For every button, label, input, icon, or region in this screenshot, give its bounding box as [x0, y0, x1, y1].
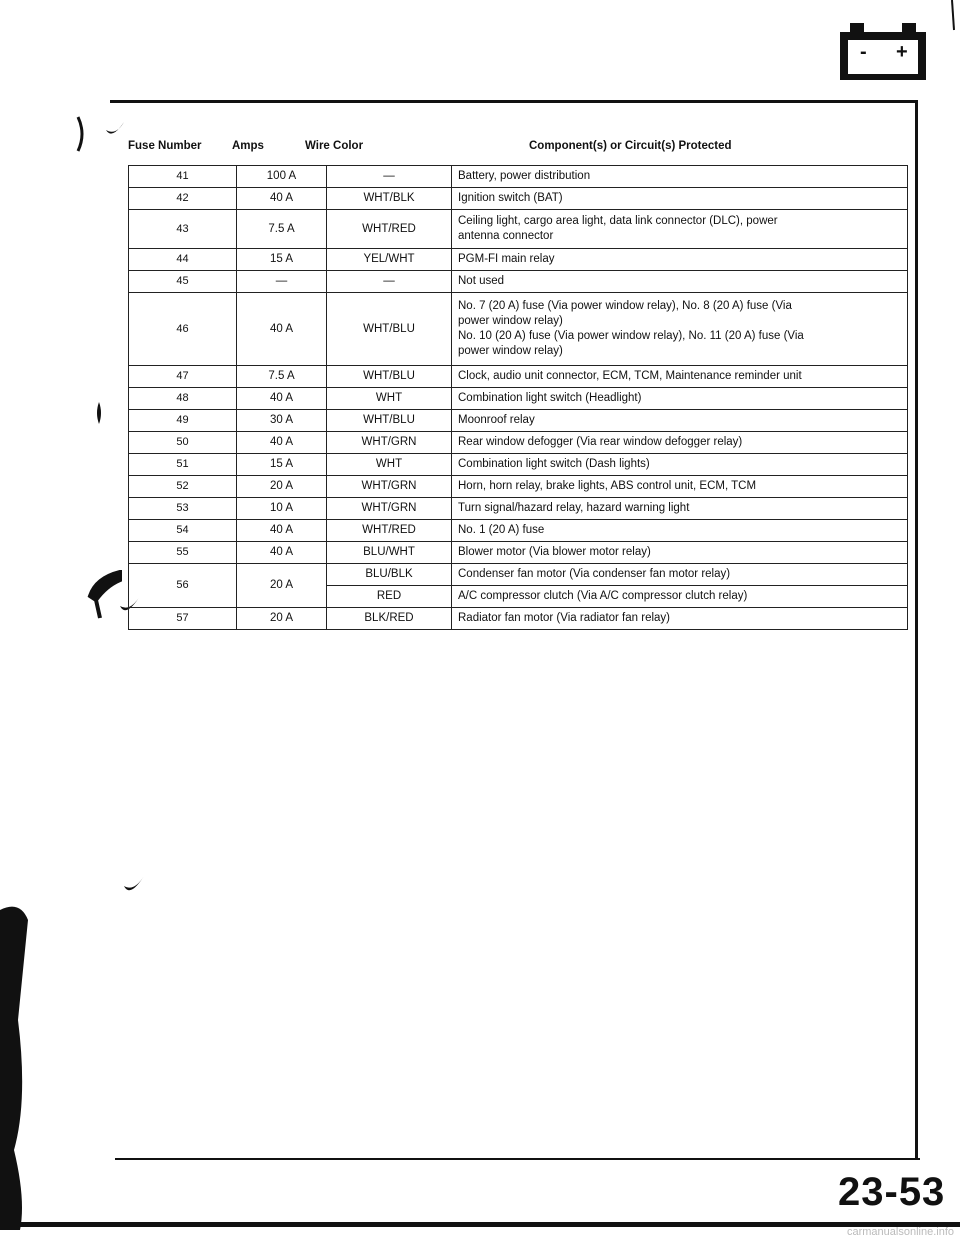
table-row — [129, 608, 908, 630]
component-cell — [452, 608, 908, 630]
wire-color-cell: WHT/GRN — [327, 432, 452, 454]
table-row — [129, 271, 908, 293]
component-line: Combination light switch (Dash lights) — [458, 458, 650, 470]
component-cell — [452, 586, 908, 608]
footer-rule — [0, 1222, 960, 1227]
component-line: Horn, horn relay, brake lights, ABS control unit, ECM, TCM — [458, 480, 757, 492]
amps-cell: 40 A — [237, 388, 327, 410]
scan-tick-mark — [122, 874, 146, 900]
component-cell — [452, 564, 908, 586]
component-cell — [452, 520, 908, 542]
fuse-number-cell: 54 — [129, 520, 237, 542]
component-line: Moonroof relay — [458, 414, 535, 426]
wire-color-cell: WHT/BLU — [327, 410, 452, 432]
amps-cell: 15 A — [237, 249, 327, 271]
component-line: power window relay) — [458, 315, 563, 327]
wire-color-cell: WHT/RED — [327, 210, 452, 249]
component-line: Turn signal/hazard relay, hazard warning light — [458, 502, 690, 514]
fuse-number-cell: 42 — [129, 188, 237, 210]
component-line: No. 10 (20 A) fuse (Via power window relay), No. 11 (20 A) fuse (Via — [458, 330, 804, 342]
component-cell — [452, 249, 908, 271]
component-line: Combination light switch (Headlight) — [458, 392, 642, 404]
scan-bracket-mark — [86, 570, 122, 620]
component-cell — [452, 542, 908, 564]
wire-color-cell: WHT/BLK — [327, 188, 452, 210]
fuse-number-cell: 51 — [129, 454, 237, 476]
table-row — [129, 432, 908, 454]
fuse-number-cell: 52 — [129, 476, 237, 498]
header-wire-color: Wire Color — [305, 140, 364, 152]
wire-color-cell: WHT/BLU — [327, 366, 452, 388]
component-line: Clock, audio unit connector, ECM, TCM, Maintenance reminder unit — [458, 370, 802, 382]
component-line: No. 1 (20 A) fuse — [458, 524, 545, 536]
component-cell — [452, 210, 908, 249]
component-line: Not used — [458, 275, 505, 287]
wire-color-cell: WHT — [327, 388, 452, 410]
fuse-number-cell: 45 — [129, 271, 237, 293]
amps-cell: 20 A — [237, 564, 327, 608]
table-row — [129, 293, 908, 366]
table-row — [129, 520, 908, 542]
component-line: Blower motor (Via blower motor relay) — [458, 546, 651, 558]
fuse-number-cell: 49 — [129, 410, 237, 432]
component-cell — [452, 432, 908, 454]
scan-tick-mark — [104, 120, 126, 142]
table-row — [129, 388, 908, 410]
table-row — [129, 188, 908, 210]
fuse-number-cell: 55 — [129, 542, 237, 564]
component-cell — [452, 366, 908, 388]
component-cell — [452, 293, 908, 366]
fuse-number-cell: 47 — [129, 366, 237, 388]
table-row — [129, 564, 908, 586]
watermark: carmanualsonline.info — [846, 1226, 954, 1238]
amps-cell: 10 A — [237, 498, 327, 520]
scan-edge-mark — [944, 0, 960, 40]
fuse-table — [128, 165, 908, 630]
table-row — [129, 410, 908, 432]
component-line: Rear window defogger (Via rear window defogger relay) — [458, 436, 743, 448]
component-line: Ceiling light, cargo area light, data link connector (DLC), power — [458, 215, 778, 227]
table-row — [129, 210, 908, 249]
amps-cell: 100 A — [237, 166, 327, 188]
table-row — [129, 454, 908, 476]
fuse-number-cell: 50 — [129, 432, 237, 454]
amps-cell: 7.5 A — [237, 366, 327, 388]
scan-spine-mark — [0, 900, 30, 1230]
component-cell — [452, 476, 908, 498]
bottom-rule — [115, 1158, 920, 1160]
table-header — [128, 140, 908, 158]
fuse-number-cell: 41 — [129, 166, 237, 188]
fuse-number-cell: 43 — [129, 210, 237, 249]
header-fuse-number: Fuse Number — [128, 140, 202, 152]
component-line: Battery, power distribution — [458, 170, 591, 182]
wire-color-cell: BLK/RED — [327, 608, 452, 630]
amps-cell: 40 A — [237, 293, 327, 366]
scan-dot-mark — [94, 400, 104, 426]
component-line: A/C compressor clutch (Via A/C compressor clutch relay) — [458, 590, 748, 602]
component-line: No. 7 (20 A) fuse (Via power window relay), No. 8 (20 A) fuse (Via — [458, 300, 792, 312]
component-line: power window relay) — [458, 345, 563, 357]
component-cell — [452, 166, 908, 188]
fuse-number-cell: 57 — [129, 608, 237, 630]
page-number: 23-53 — [838, 1170, 946, 1214]
wire-color-cell: — — [327, 166, 452, 188]
component-line: antenna connector — [458, 230, 554, 242]
amps-cell: 30 A — [237, 410, 327, 432]
wire-color-cell: WHT/GRN — [327, 476, 452, 498]
fuse-number-cell: 48 — [129, 388, 237, 410]
amps-cell: 7.5 A — [237, 210, 327, 249]
battery-plus-label: + — [896, 41, 908, 63]
component-line: Ignition switch (BAT) — [458, 192, 563, 204]
amps-cell: 40 A — [237, 188, 327, 210]
fuse-number-cell: 53 — [129, 498, 237, 520]
wire-color-cell: WHT/GRN — [327, 498, 452, 520]
component-line: Radiator fan motor (Via radiator fan relay) — [458, 612, 670, 624]
right-rule — [915, 100, 918, 1160]
table-row — [129, 476, 908, 498]
battery-minus-label: - — [860, 41, 867, 63]
amps-cell: 40 A — [237, 520, 327, 542]
component-cell — [452, 388, 908, 410]
wire-color-cell: — — [327, 271, 452, 293]
amps-cell: 15 A — [237, 454, 327, 476]
component-line: PGM-FI main relay — [458, 253, 555, 265]
table-row — [129, 542, 908, 564]
fuse-number-cell: 46 — [129, 293, 237, 366]
amps-cell: 40 A — [237, 542, 327, 564]
table-row — [129, 249, 908, 271]
component-cell — [452, 410, 908, 432]
table-row — [129, 166, 908, 188]
amps-cell: 20 A — [237, 476, 327, 498]
component-line: Condenser fan motor (Via condenser fan motor relay) — [458, 568, 731, 580]
wire-color-cell: YEL/WHT — [327, 249, 452, 271]
wire-color-cell: WHT/RED — [327, 520, 452, 542]
table-row — [129, 498, 908, 520]
component-cell — [452, 271, 908, 293]
component-cell — [452, 188, 908, 210]
amps-cell: — — [237, 271, 327, 293]
wire-color-cell: BLU/WHT — [327, 542, 452, 564]
amps-cell: 40 A — [237, 432, 327, 454]
fuse-number-cell: 56 — [129, 564, 237, 608]
header-component: Component(s) or Circuit(s) Protected — [529, 140, 732, 152]
fuse-number-cell: 44 — [129, 249, 237, 271]
top-rule — [110, 100, 918, 103]
wire-color-cell: WHT/BLU — [327, 293, 452, 366]
header-amps: Amps — [232, 140, 264, 152]
table-row — [129, 366, 908, 388]
component-cell — [452, 498, 908, 520]
scan-bracket-mark — [76, 115, 88, 153]
component-cell — [452, 454, 908, 476]
battery-icon — [838, 20, 928, 82]
wire-color-cell: RED — [327, 586, 452, 608]
wire-color-cell: BLU/BLK — [327, 564, 452, 586]
wire-color-cell: WHT — [327, 454, 452, 476]
amps-cell: 20 A — [237, 608, 327, 630]
